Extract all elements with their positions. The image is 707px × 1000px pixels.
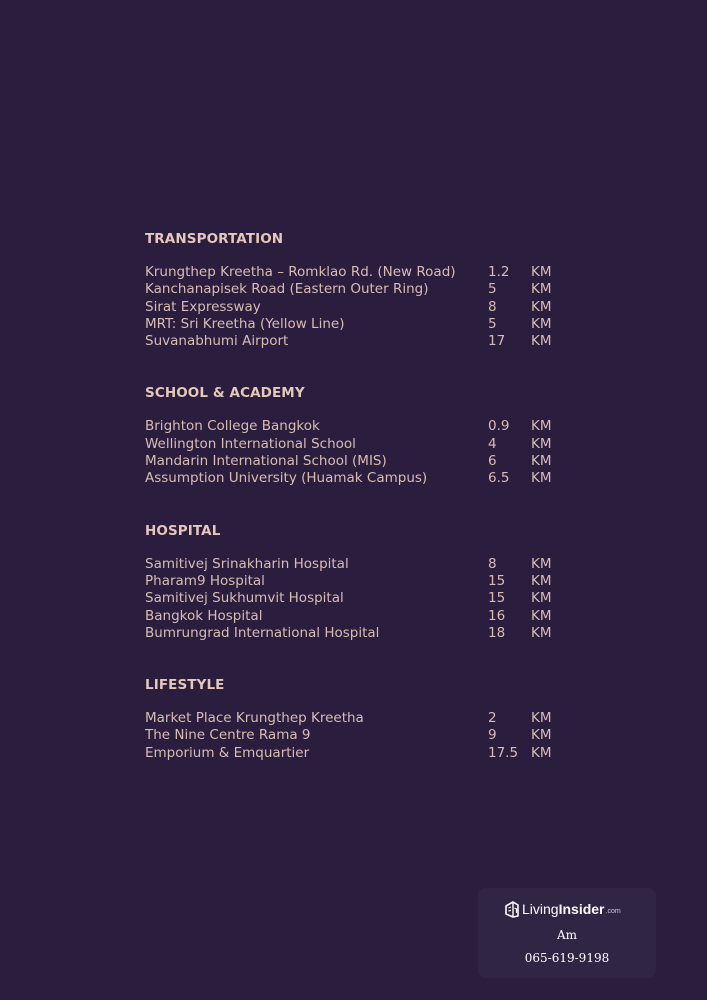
place-distance: 8 [488, 298, 497, 315]
list-item [145, 556, 565, 573]
section-title: SCHOOL & ACADEMY [145, 385, 305, 402]
distance-unit: KM [531, 435, 552, 452]
place-distance: 15 [488, 590, 506, 607]
distance-list [145, 230, 565, 796]
list-item [145, 608, 565, 625]
place-distance: 6 [488, 453, 497, 470]
distance-unit: KM [531, 333, 552, 350]
logo-word-insider: Insider [558, 901, 605, 917]
agent-name: Am [556, 928, 578, 942]
distance-unit: KM [531, 470, 552, 487]
list-item [145, 333, 565, 350]
list-item [145, 727, 565, 744]
place-name: Krungthep Kreetha – Romklao Rd. (New Road) [145, 264, 456, 280]
list-item [145, 264, 565, 281]
list-item [145, 573, 565, 590]
place-distance: 0.9 [488, 418, 510, 435]
place-distance: 17 [488, 333, 506, 350]
distance-unit: KM [531, 298, 552, 315]
distance-unit: KM [531, 744, 552, 761]
place-distance: 5 [488, 315, 497, 332]
place-name: Mandarin International School (MIS) [145, 453, 387, 470]
place-distance: 4 [488, 435, 497, 452]
distance-unit: KM [531, 572, 552, 589]
place-name: Suvanabhumi Airport [145, 333, 289, 350]
agent-badge [478, 888, 656, 978]
section-title: HOSPITAL [145, 522, 221, 539]
list-item [145, 710, 565, 727]
place-name: Emporium & Emquartier [145, 744, 310, 761]
place-name: Samitivej Sukhumvit Hospital [145, 590, 344, 607]
place-distance: 8 [488, 555, 497, 572]
place-name: Kanchanapisek Road (Eastern Outer Ring) [145, 281, 429, 298]
list-item [145, 590, 565, 607]
place-name: Pharam9 Hospital [145, 572, 265, 589]
building-logo-icon [505, 901, 519, 918]
place-name: Market Place Krungthep Kreetha [145, 710, 364, 727]
distance-unit: KM [531, 555, 552, 572]
section-title: TRANSPORTATION [145, 231, 284, 247]
list-item [145, 281, 565, 298]
logo-word-living: Living [522, 901, 559, 917]
place-name: The Nine Centre Rama 9 [145, 727, 311, 744]
distance-unit: KM [531, 710, 552, 727]
list-item [145, 745, 565, 762]
list-item [145, 299, 565, 316]
distance-unit: KM [531, 453, 552, 470]
list-item [145, 453, 565, 470]
list-item [145, 418, 565, 435]
place-name: Wellington International School [145, 435, 356, 452]
place-distance: 2 [488, 710, 497, 727]
distance-unit: KM [531, 418, 552, 435]
place-distance: 16 [488, 607, 506, 624]
place-distance: 18 [488, 624, 506, 641]
place-name: Sirat Expressway [145, 298, 261, 315]
section-transportation [145, 230, 565, 350]
place-distance: 17.5 [488, 744, 519, 761]
section-hospital [145, 522, 565, 642]
distance-unit: KM [531, 315, 552, 332]
section-lifestyle [145, 676, 565, 762]
agent-phone: 065-619-9198 [524, 951, 610, 965]
section-school-academy [145, 384, 565, 487]
list-item [145, 470, 565, 487]
distance-unit: KM [531, 727, 552, 744]
place-distance: 15 [488, 572, 506, 589]
place-name: Bumrungrad International Hospital [145, 624, 380, 641]
distance-unit: KM [531, 281, 552, 298]
place-distance: 5 [488, 281, 497, 298]
distance-unit: KM [531, 264, 552, 280]
place-name: Assumption University (Huamak Campus) [145, 470, 428, 487]
place-distance: 6.5 [488, 470, 510, 487]
place-name: MRT: Sri Kreetha (Yellow Line) [145, 315, 345, 332]
list-item [145, 316, 565, 333]
section-title: LIFESTYLE [145, 677, 225, 694]
logo-word-domain: .com [605, 908, 621, 915]
distance-unit: KM [531, 624, 552, 641]
place-distance: 9 [488, 727, 497, 744]
place-name: Brighton College Bangkok [145, 418, 320, 435]
place-name: Bangkok Hospital [145, 607, 263, 624]
distance-unit: KM [531, 607, 552, 624]
list-item [145, 436, 565, 453]
place-name: Samitivej Srinakharin Hospital [145, 555, 349, 572]
livinginsider-logo [505, 899, 621, 919]
place-distance: 1.2 [488, 264, 510, 280]
distance-unit: KM [531, 590, 552, 607]
list-item [145, 625, 565, 642]
